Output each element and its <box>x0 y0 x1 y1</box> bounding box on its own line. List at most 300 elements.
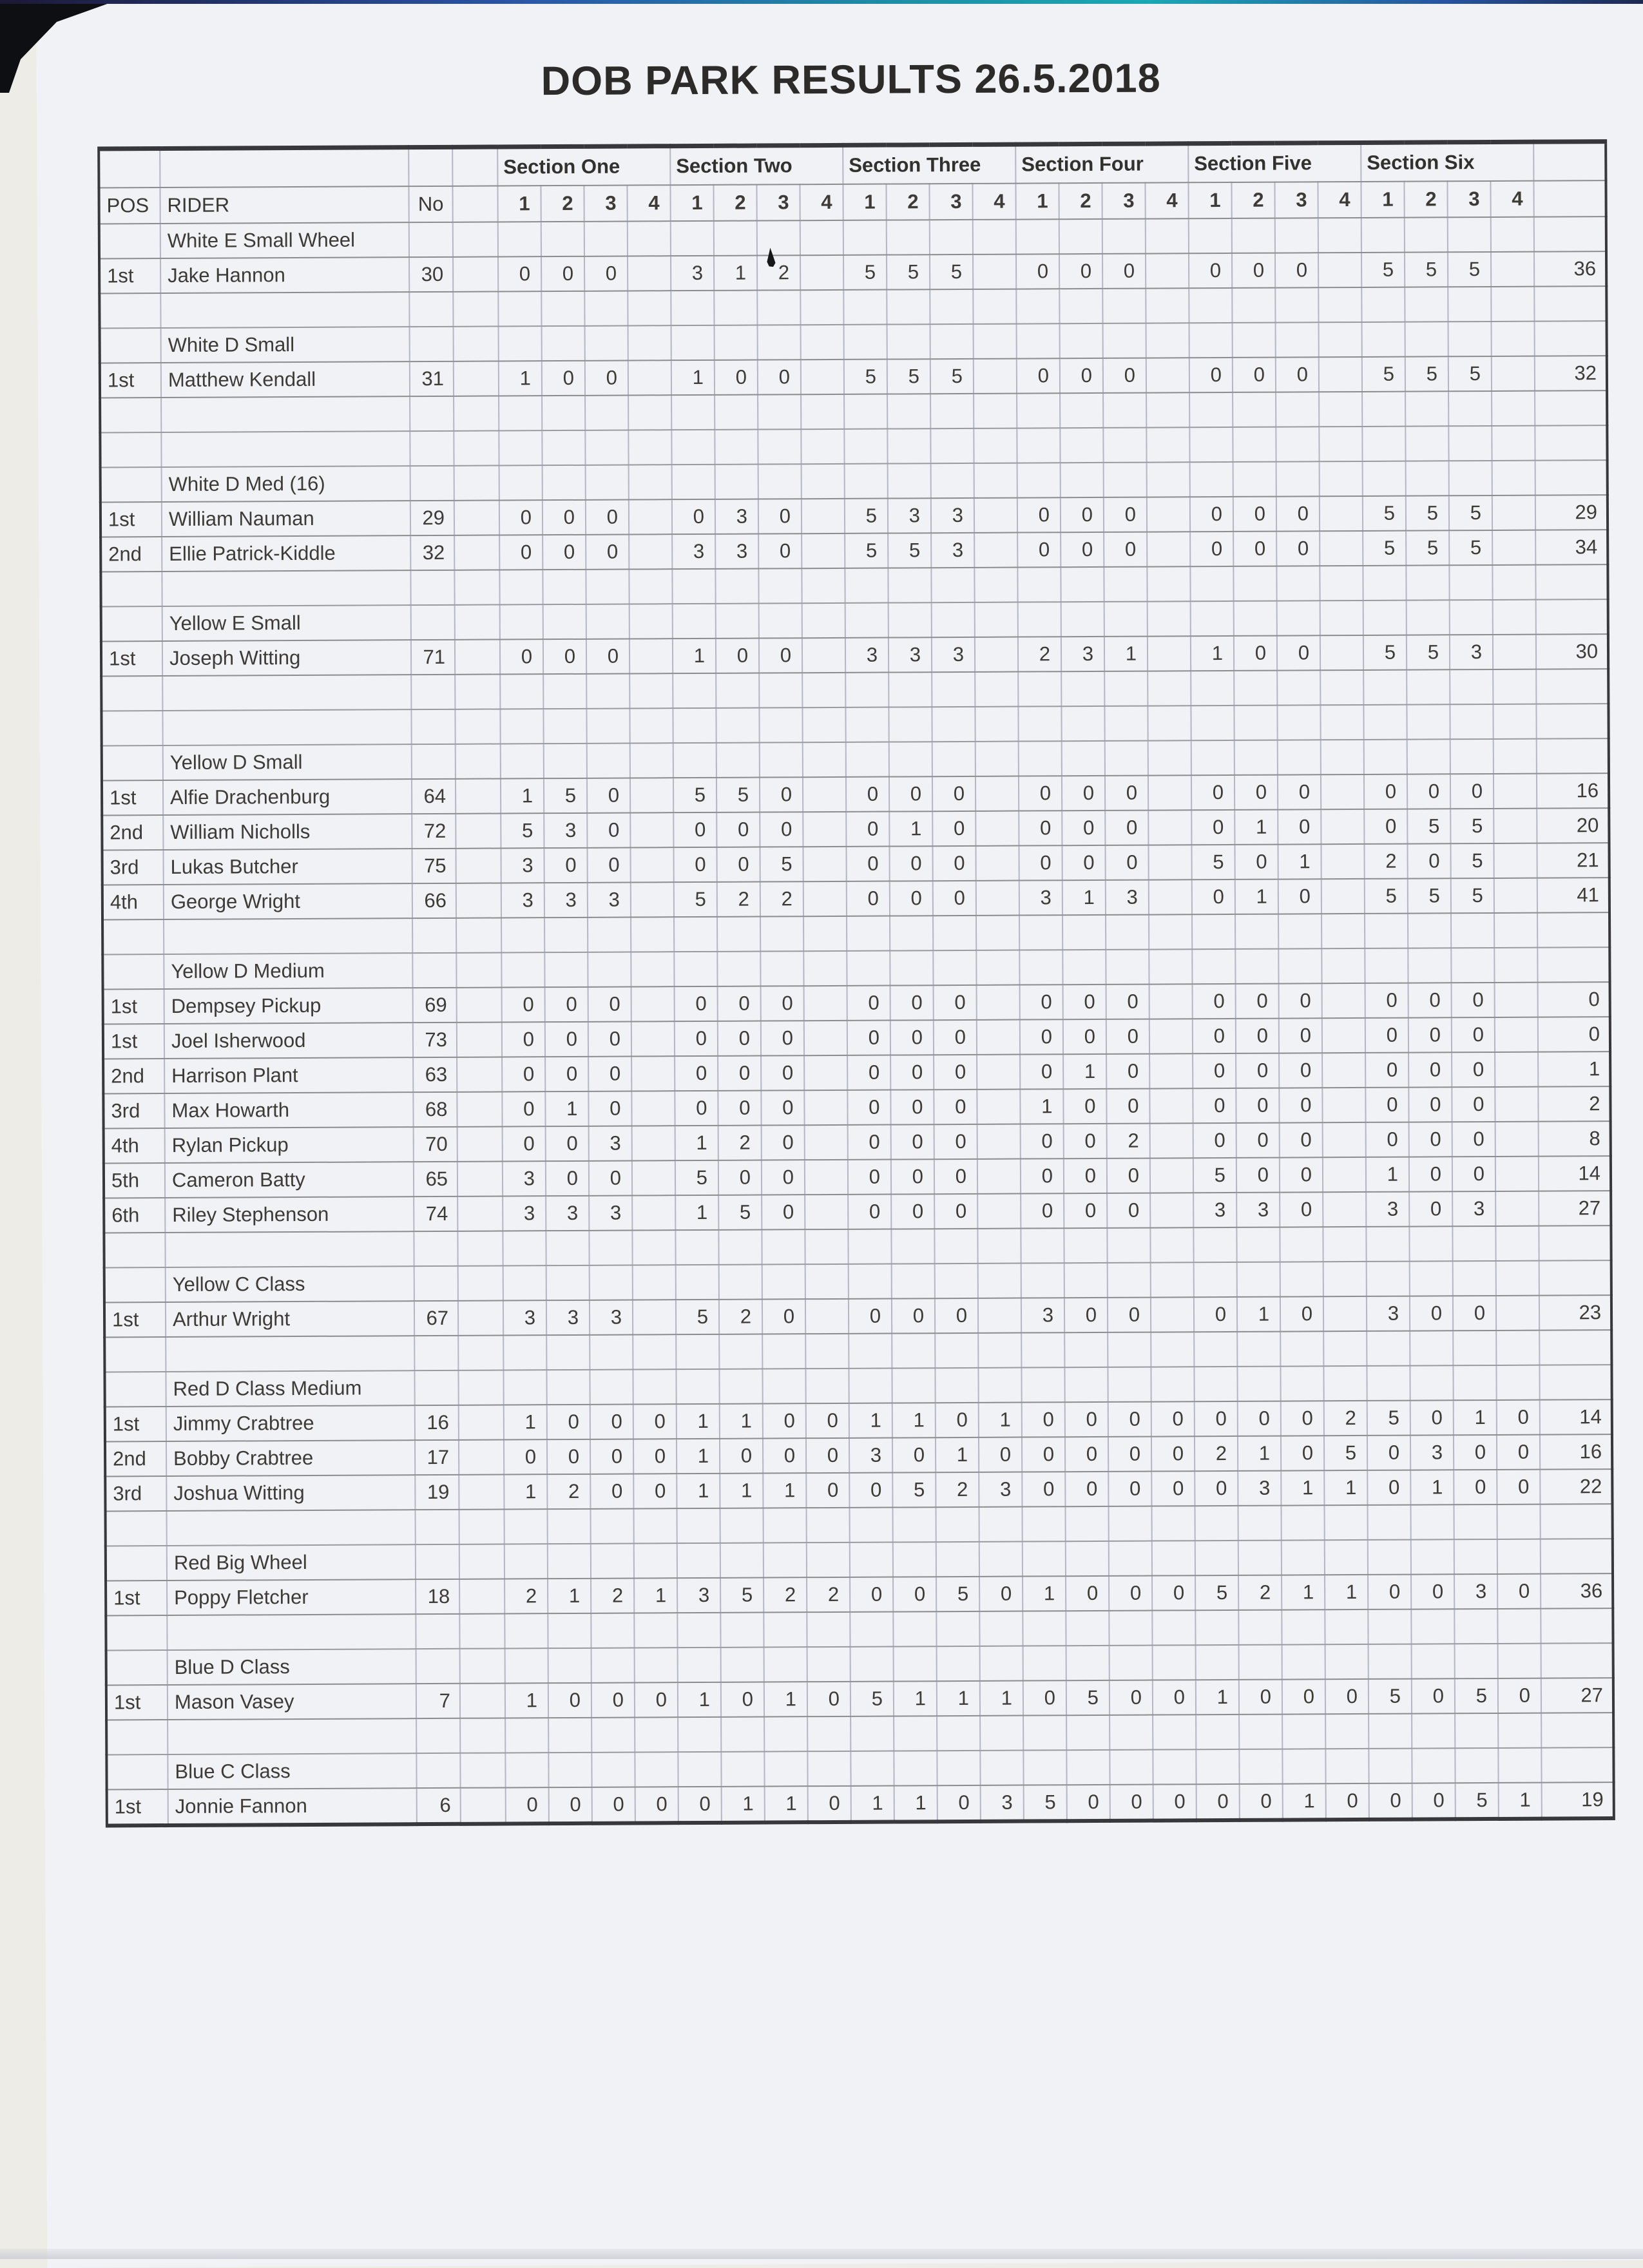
spacer-cell <box>454 535 499 570</box>
empty-cell <box>1496 1365 1539 1400</box>
score-cell: 0 <box>1282 1679 1325 1714</box>
empty-cell <box>1405 322 1448 356</box>
empty-cell <box>1406 565 1449 600</box>
score-cell <box>1495 1017 1538 1052</box>
empty-cell <box>1146 288 1189 323</box>
empty-cell <box>588 918 631 952</box>
rider-name: Bobby Crabtree <box>166 1440 415 1476</box>
empty-cell <box>1282 1644 1325 1679</box>
empty-cell <box>106 1650 168 1685</box>
rider-name: Dempsey Pickup <box>164 988 413 1024</box>
score-cell <box>630 812 673 847</box>
empty-cell <box>975 742 1019 776</box>
score-cell: 0 <box>1190 497 1233 532</box>
pos-cell: 1st <box>99 258 160 293</box>
empty-cell <box>892 1507 936 1542</box>
empty-cell <box>1449 461 1492 495</box>
empty-cell <box>629 569 672 604</box>
score-cell: 0 <box>1106 1089 1149 1124</box>
score-cell: 3 <box>931 498 974 533</box>
rider-name: William Nauman <box>162 501 410 537</box>
score-cell: 0 <box>588 1057 631 1091</box>
empty-cell <box>1148 601 1191 636</box>
score-cell <box>628 360 671 395</box>
score-cell: 0 <box>1364 809 1407 844</box>
score-cell: 0 <box>1364 774 1407 809</box>
score-cell: 1 <box>894 1785 937 1821</box>
empty-cell <box>585 396 628 430</box>
score-cell: 2 <box>757 255 800 290</box>
empty-cell <box>932 742 975 776</box>
score-cell: 0 <box>1276 496 1320 531</box>
score-cell: 0 <box>675 1091 718 1126</box>
empty-cell <box>101 711 162 745</box>
score-cell: 0 <box>720 1439 763 1474</box>
empty-cell <box>1016 219 1059 254</box>
empty-cell <box>1363 670 1407 705</box>
empty-cell <box>1194 1367 1237 1401</box>
score-cell: 0 <box>1104 532 1147 567</box>
total-cell: 29 <box>1535 495 1608 530</box>
score-cell: 3 <box>503 1161 546 1196</box>
empty-cell <box>1061 602 1104 637</box>
score-cell: 0 <box>502 987 545 1022</box>
empty-cell <box>1276 461 1320 496</box>
empty-cell <box>1410 1331 1453 1365</box>
empty-cell <box>1238 1610 1282 1645</box>
empty-cell <box>416 1510 459 1544</box>
empty-cell <box>1451 913 1494 948</box>
score-cell: 0 <box>847 1021 890 1055</box>
empty-cell <box>671 325 715 360</box>
empty-cell <box>1282 1540 1325 1575</box>
total-cell: 21 <box>1537 843 1609 878</box>
score-cell: 0 <box>1107 1158 1150 1193</box>
empty-cell <box>164 918 412 954</box>
empty-cell <box>546 1370 590 1405</box>
empty-cell <box>167 1614 416 1650</box>
empty-cell <box>1147 566 1190 601</box>
empty-cell <box>1280 1262 1323 1296</box>
empty-cell <box>501 744 544 778</box>
score-cell: 0 <box>1450 774 1494 809</box>
empty-cell <box>894 1716 937 1751</box>
score-cell <box>631 1056 675 1091</box>
empty-cell <box>1233 462 1276 497</box>
empty-cell <box>1016 289 1059 323</box>
score-cell: 1 <box>677 1474 720 1508</box>
empty-cell <box>500 709 543 744</box>
empty-cell <box>1497 1609 1541 1644</box>
score-cell <box>1149 1019 1193 1053</box>
score-cell: 5 <box>760 847 803 881</box>
empty-cell <box>676 1334 719 1369</box>
score-cell: 0 <box>847 881 890 916</box>
score-cell: 5 <box>1363 531 1406 566</box>
empty-cell <box>1453 1261 1496 1296</box>
empty-cell <box>455 674 500 709</box>
empty-cell <box>1492 322 1535 356</box>
empty-cell <box>975 707 1018 742</box>
empty-cell <box>932 602 975 637</box>
score-cell: 0 <box>1195 1471 1238 1506</box>
score-cell: 0 <box>1108 1437 1151 1472</box>
score-cell: 5 <box>674 882 717 917</box>
attempt-header: 3 <box>1447 181 1490 217</box>
score-cell: 3 <box>1019 880 1062 915</box>
empty-cell <box>1536 669 1608 704</box>
empty-cell <box>104 1372 166 1407</box>
empty-cell <box>714 221 757 256</box>
empty-cell <box>1021 1263 1064 1298</box>
score-cell: 0 <box>1060 358 1103 393</box>
total-header-cell <box>1533 180 1606 217</box>
score-cell: 0 <box>847 1055 890 1090</box>
empty-cell <box>757 290 800 325</box>
score-cell: 1 <box>937 1681 980 1716</box>
empty-cell <box>1022 1506 1065 1541</box>
score-cell: 0 <box>1412 1678 1455 1713</box>
attempt-header: 1 <box>1361 182 1404 218</box>
empty-cell <box>1189 323 1233 358</box>
score-cell: 5 <box>675 1160 718 1195</box>
empty-cell <box>1280 1366 1323 1401</box>
score-cell <box>1321 774 1364 809</box>
empty-cell <box>1232 218 1275 253</box>
empty-cell <box>1534 216 1606 252</box>
score-cell: 0 <box>673 847 716 882</box>
score-cell: 0 <box>1022 1437 1065 1472</box>
empty-cell <box>888 463 931 498</box>
empty-cell <box>1239 1715 1282 1749</box>
score-cell: 0 <box>1325 1679 1369 1714</box>
section-label: Section Four <box>1015 144 1188 184</box>
empty-cell <box>678 1752 721 1787</box>
score-cell: 3 <box>590 1300 633 1334</box>
score-cell: 1 <box>634 1578 677 1613</box>
empty-cell <box>1234 601 1277 636</box>
score-cell: 0 <box>932 846 975 881</box>
empty-cell <box>977 1229 1021 1264</box>
rider-name: George Wright <box>164 883 412 919</box>
empty-cell <box>548 1718 591 1753</box>
score-cell <box>1148 775 1191 810</box>
spacer-cell <box>457 1196 503 1231</box>
score-cell: 3 <box>544 883 588 918</box>
score-cell: 0 <box>760 777 803 812</box>
score-cell <box>1321 844 1364 879</box>
score-cell: 0 <box>1189 253 1232 288</box>
score-cell <box>1323 1296 1367 1331</box>
score-cell: 2 <box>718 1126 762 1160</box>
empty-cell <box>1281 1505 1324 1540</box>
attempt-header: 1 <box>1015 183 1059 219</box>
score-cell: 0 <box>892 1298 935 1333</box>
empty-cell <box>1494 948 1537 983</box>
score-cell <box>804 1055 847 1090</box>
score-cell: 0 <box>1277 635 1320 670</box>
score-cell: 0 <box>1196 1784 1240 1820</box>
empty-cell <box>162 709 411 745</box>
empty-cell <box>1195 1610 1238 1645</box>
empty-cell <box>1448 391 1492 426</box>
empty-cell <box>1411 1539 1454 1574</box>
empty-cell <box>807 1612 850 1647</box>
empty-cell <box>719 1265 762 1300</box>
empty-cell <box>1064 1332 1108 1367</box>
empty-cell <box>106 1546 167 1581</box>
empty-cell <box>1369 1644 1412 1679</box>
score-cell: 0 <box>589 1161 632 1196</box>
empty-cell <box>586 465 629 500</box>
score-cell: 0 <box>586 535 629 570</box>
score-cell: 3 <box>1454 1574 1497 1609</box>
score-cell: 0 <box>549 1787 592 1823</box>
empty-cell <box>1191 706 1234 740</box>
score-cell: 0 <box>503 1126 546 1161</box>
score-cell <box>805 1125 848 1160</box>
empty-cell <box>1276 322 1319 357</box>
empty-cell <box>801 394 844 429</box>
spacer-cell <box>457 987 502 1022</box>
score-cell: 5 <box>1408 878 1451 913</box>
empty-cell <box>974 324 1017 359</box>
score-cell: 0 <box>1452 1017 1495 1052</box>
attempt-header: 2 <box>1231 182 1274 218</box>
rider-name: Lukas Butcher <box>163 849 412 885</box>
score-cell: 1 <box>545 1091 588 1126</box>
score-cell: 0 <box>1408 1087 1452 1122</box>
empty-cell <box>631 952 674 986</box>
empty-cell <box>1365 914 1408 948</box>
empty-cell <box>585 326 628 361</box>
empty-cell <box>758 464 802 499</box>
score-cell: 1 <box>1410 1470 1454 1504</box>
score-cell: 2 <box>719 1300 762 1334</box>
score-cell: 1 <box>1281 1470 1324 1505</box>
pos-cell: 1st <box>100 363 161 398</box>
score-cell: 0 <box>1109 1576 1152 1611</box>
score-cell: 0 <box>718 986 761 1021</box>
empty-cell <box>1318 287 1361 322</box>
empty-cell <box>1277 705 1320 740</box>
score-cell <box>1320 531 1363 566</box>
empty-cell <box>889 672 932 707</box>
score-cell: 0 <box>937 1785 981 1821</box>
empty-cell <box>1235 740 1278 775</box>
score-cell: 0 <box>1278 809 1321 844</box>
score-cell: 1 <box>722 1787 765 1823</box>
empty-cell <box>1407 600 1450 635</box>
score-cell <box>977 1194 1021 1229</box>
rider-name: Joseph Witting <box>162 640 411 676</box>
empty-cell <box>805 1369 849 1403</box>
empty-cell <box>100 398 161 432</box>
empty-cell <box>893 1542 936 1577</box>
score-cell: 3 <box>1450 635 1493 669</box>
empty-cell <box>1023 1646 1066 1680</box>
score-cell: 0 <box>848 1160 891 1195</box>
rider-no: 17 <box>415 1440 459 1475</box>
empty-cell <box>894 1751 937 1785</box>
rider-no: 68 <box>413 1092 457 1127</box>
page-title: DOB PARK RESULTS 26.5.2018 <box>541 55 1161 104</box>
rider-no: 16 <box>415 1405 459 1440</box>
empty-cell <box>678 1717 721 1752</box>
score-cell <box>1147 497 1190 532</box>
empty-cell <box>936 1542 979 1577</box>
score-cell <box>1323 1192 1366 1227</box>
attempt-header: 4 <box>1145 182 1188 218</box>
pos-cell: 1st <box>103 1024 164 1059</box>
score-cell: 0 <box>1236 1088 1279 1123</box>
score-cell: 5 <box>1361 253 1405 287</box>
rider-name: Mason Vasey <box>168 1684 416 1720</box>
score-cell: 0 <box>806 1473 849 1508</box>
score-cell: 5 <box>1450 843 1494 878</box>
empty-cell <box>1017 393 1060 428</box>
empty-cell <box>1454 1504 1497 1539</box>
empty-cell <box>1452 1226 1495 1261</box>
score-cell: 0 <box>1065 1472 1108 1506</box>
score-cell: 0 <box>1019 811 1062 845</box>
score-cell: 3 <box>503 1300 546 1335</box>
empty-cell <box>1017 323 1060 358</box>
spacer-cell <box>455 639 500 674</box>
rider-name: Max Howarth <box>164 1092 413 1128</box>
total-cell: 27 <box>1541 1678 1613 1713</box>
score-cell: 0 <box>763 1403 806 1438</box>
spacer-cell <box>459 1439 504 1474</box>
score-cell: 3 <box>1410 1435 1454 1470</box>
score-cell: 1 <box>720 1474 763 1508</box>
score-cell <box>628 256 671 291</box>
attempt-header: 4 <box>800 184 843 220</box>
empty-cell <box>546 1231 589 1265</box>
score-cell: 0 <box>1452 1052 1495 1087</box>
empty-cell <box>717 917 760 952</box>
section-label: Section Six <box>1361 142 1533 182</box>
total-cell: 36 <box>1534 251 1606 287</box>
score-cell: 0 <box>718 1021 761 1056</box>
empty-cell <box>718 1230 762 1265</box>
score-cell: 0 <box>935 1298 978 1333</box>
score-cell: 1 <box>765 1786 808 1822</box>
empty-cell <box>1108 1506 1151 1541</box>
score-cell <box>975 846 1019 881</box>
score-cell: 0 <box>499 535 543 570</box>
empty-cell <box>458 1335 503 1370</box>
score-cell: 0 <box>1279 983 1322 1018</box>
empty-cell <box>1282 1610 1325 1644</box>
empty-cell <box>1319 392 1362 427</box>
empty-cell <box>503 1265 546 1300</box>
score-cell: 0 <box>635 1682 678 1717</box>
empty-cell <box>635 1717 678 1752</box>
empty-cell <box>1150 1227 1193 1262</box>
empty-cell <box>1059 219 1102 254</box>
empty-cell <box>1409 1226 1452 1261</box>
class-name: White E Small Wheel <box>160 222 409 258</box>
score-cell: 1 <box>671 360 715 395</box>
score-cell: 0 <box>933 881 976 916</box>
empty-cell <box>973 289 1016 324</box>
empty-cell <box>1363 566 1406 601</box>
empty-cell <box>505 1648 548 1683</box>
empty-cell <box>542 326 585 361</box>
score-cell: 0 <box>1016 254 1059 289</box>
empty-cell <box>1151 1506 1195 1541</box>
rider-no: 74 <box>414 1196 457 1231</box>
empty-cell <box>1454 1609 1497 1644</box>
empty-cell <box>978 1368 1021 1403</box>
score-cell: 0 <box>848 1195 891 1229</box>
empty-cell <box>1496 1331 1539 1365</box>
score-cell: 5 <box>1365 879 1408 914</box>
empty-cell <box>499 465 543 500</box>
empty-cell <box>762 1264 805 1299</box>
attempt-header: 3 <box>756 184 800 220</box>
empty-cell <box>758 429 801 464</box>
pos-cell: 5th <box>104 1163 165 1198</box>
empty-cell <box>541 222 584 256</box>
score-cell: 0 <box>1061 497 1104 532</box>
score-cell: 1 <box>894 1681 937 1716</box>
pos-cell: 1st <box>102 780 163 815</box>
empty-cell <box>894 1646 937 1681</box>
empty-cell <box>1535 390 1607 426</box>
empty-cell <box>452 147 497 186</box>
rider-no: 69 <box>413 988 457 1023</box>
empty-cell <box>161 431 410 467</box>
empty-cell <box>764 1751 807 1786</box>
score-cell: 0 <box>806 1403 849 1438</box>
empty-cell <box>937 1646 980 1681</box>
score-cell: 0 <box>633 1439 677 1474</box>
score-cell: 0 <box>758 499 802 533</box>
score-cell: 0 <box>1108 1298 1151 1332</box>
attempt-header: 4 <box>627 185 670 221</box>
empty-cell <box>1406 461 1449 495</box>
empty-cell <box>1536 704 1608 739</box>
empty-cell <box>715 465 758 499</box>
total-cell: 32 <box>1535 356 1607 391</box>
empty-cell <box>629 604 673 639</box>
attempt-header: 1 <box>843 184 886 220</box>
score-cell <box>803 777 846 812</box>
score-cell: 0 <box>1410 1400 1454 1435</box>
empty-cell <box>1237 1367 1280 1401</box>
total-cell: 1 <box>1538 1052 1610 1087</box>
score-cell <box>1318 253 1361 287</box>
empty-cell <box>848 1229 891 1264</box>
spacer-cell <box>461 1787 506 1823</box>
empty-cell <box>1276 392 1319 427</box>
pos-cell: 1st <box>104 1302 166 1337</box>
empty-cell <box>548 1544 591 1579</box>
empty-cell <box>890 916 933 950</box>
empty-cell <box>1324 1505 1367 1540</box>
empty-cell <box>803 916 847 951</box>
empty-cell <box>846 742 889 777</box>
empty-cell <box>934 1229 977 1264</box>
empty-cell <box>979 1611 1023 1646</box>
score-cell: 0 <box>850 1577 893 1612</box>
empty-cell <box>1541 1539 1613 1574</box>
empty-cell <box>1540 1504 1612 1539</box>
score-cell: 0 <box>718 1091 761 1126</box>
empty-cell <box>764 1716 807 1751</box>
